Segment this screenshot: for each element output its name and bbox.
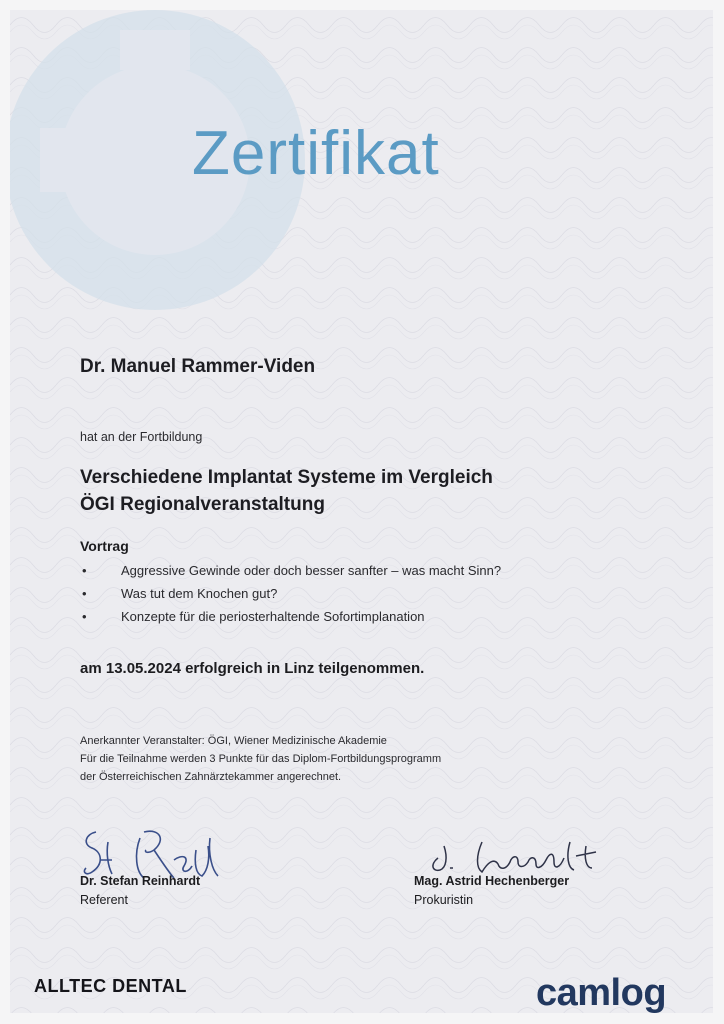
bullet-icon: •: [82, 586, 87, 601]
topic-text: Aggressive Gewinde oder doch besser sanfter – was macht Sinn?: [121, 563, 502, 578]
alltec-dental-logo: ALLTEC DENTAL: [34, 976, 187, 996]
note-line: Für die Teilnahme werden 3 Punkte für das Diplom-Fortbildungsprogramm: [80, 753, 442, 765]
camlog-logo: camlog: [536, 972, 667, 1013]
topic-text: Konzepte für die periosterhaltende Sofortimplanation: [121, 609, 425, 624]
signatory-role: Referent: [80, 893, 128, 907]
signatory-name: Dr. Stefan Reinhardt: [80, 874, 201, 888]
completion-statement: am 13.05.2024 erfolgreich in Linz teilgenommen.: [80, 660, 425, 677]
note-line: Anerkannter Veranstalter: ÖGI, Wiener Medizinische Akademie: [80, 735, 387, 747]
certificate-title: Zertifikat: [192, 119, 440, 188]
topic-text: Was tut dem Knochen gut?: [121, 586, 278, 601]
section-heading: Vortrag: [80, 538, 129, 554]
recipient-name: Dr. Manuel Rammer-Viden: [80, 356, 316, 377]
course-title-line-2: ÖGI Regionalveranstaltung: [80, 494, 325, 515]
signatory-name: Mag. Astrid Hechenberger: [414, 874, 570, 888]
signature-hechenberger: [426, 828, 616, 878]
intro-text: hat an der Fortbildung: [80, 430, 203, 444]
note-line: der Österreichischen Zahnärztekammer angerechnet.: [80, 771, 342, 783]
bullet-icon: •: [82, 563, 87, 578]
certificate-sheet: [10, 10, 713, 1013]
course-title: [80, 464, 493, 518]
bullet-icon: •: [82, 609, 87, 624]
signatory-role: Prokuristin: [414, 893, 474, 907]
course-title-line-1: Verschiedene Implantat Systeme im Vergleich: [80, 467, 493, 488]
